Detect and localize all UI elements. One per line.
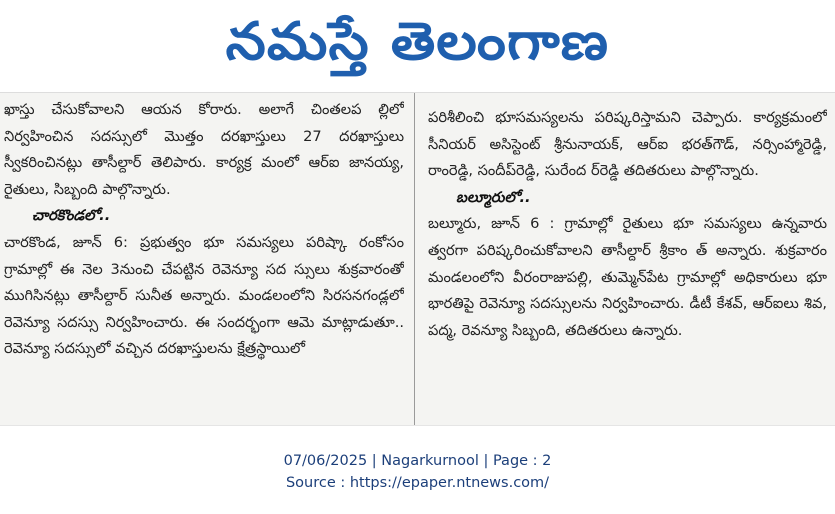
article-clipping [0,92,835,426]
article-column-left [0,93,404,425]
source-link[interactable]: Source : https://epaper.ntnews.com/ [285,475,550,491]
subhead-balmuru: బల్మూరులో.. [456,188,531,206]
column-divider [414,93,415,425]
right-continuation-paragraph: పరిశీలించి భూసమస్యలను పరిష్కరిస్తామని చెప్పారు. కార్యక్రమంలో సీనియర్ అసిస్టెంట్ శ్రీనునాయక్, ఆర్ఐ భరత్‌గౌడ్, నర్సింహ్మారెడ్డి, రాంరెడ్డి, సందీప్‌రెడ్డి, సురేంద ర్‌రెడ్డి తదితరులు పాల్గొన్నారు. [428,109,827,180]
newspaper-logo: నమస్తే తెలంగాణ [225,12,610,72]
balmuru-paragraph: బల్మూరు, జూన్ 6 : గ్రామాల్లో రైతులు భూ సమస్యలు ఉన్నవారు త్వరగా పరిష్కరించుకోవాలని తాసీల్దార్ శ్రీకాం త్ అన్నారు. శుక్రవారం మండలంలోని వీరంరాజుపల్లి, తుమ్మెన్‌పేట గ్రామాల్లో అధికారులు భూ భారతిపై రెవెన్యూ సదస్సులను నిర్వహించారు. డీటీ కేశవ్, ఆర్ఐలు శివ, పద్మ, రెవన్యూ సిబ్బంది, తదితరులు ఉన్నారు. [428,215,827,339]
footer [0,450,835,494]
article-column-right [424,93,827,425]
left-continuation-paragraph: ఖాస్తు చేసుకోవాలని ఆయన కోరారు. అలాగే చింతలప ల్లిలో నిర్వహించిన సదస్సులో మొత్తం దరఖాస్తులు 27 దరఖాస్తులు స్వీకరించినట్లు తాసీల్దార్ తెలిపారు. కార్యక్ర మంలో ఆర్ఐ జానయ్య, రైతులు, సిబ్బంది పాల్గొన్నారు. [4,101,404,198]
masthead [0,0,835,92]
edition-info: 07/06/2025 | Nagarkurnool | Page : 2 [283,453,552,469]
subhead-charakonda: చారకొండలో.. [32,207,111,225]
charakonda-paragraph: చారకొండ, జూన్ 6: ప్రభుత్వం భూ సమస్యలు పరిష్కా రంకోసం గ్రామాల్లో ఈ నెల 3నుంచి చేపట్టిన రెవెన్యూ సద స్సులు శుక్రవారంతో ముగిసినట్లు తాసీల్దార్ సునీత అన్నారు. మండలంలోని సిరసనగండ్లలో రెవెన్యూ సదస్సు నిర్వహించారు. ఈ సందర్భంగా ఆమె మాట్లాడుతూ.. రెవెన్యూ సదస్సులో వచ్చిన దరఖాస్తులను క్షేత్రస్థాయిలో [4,233,404,358]
